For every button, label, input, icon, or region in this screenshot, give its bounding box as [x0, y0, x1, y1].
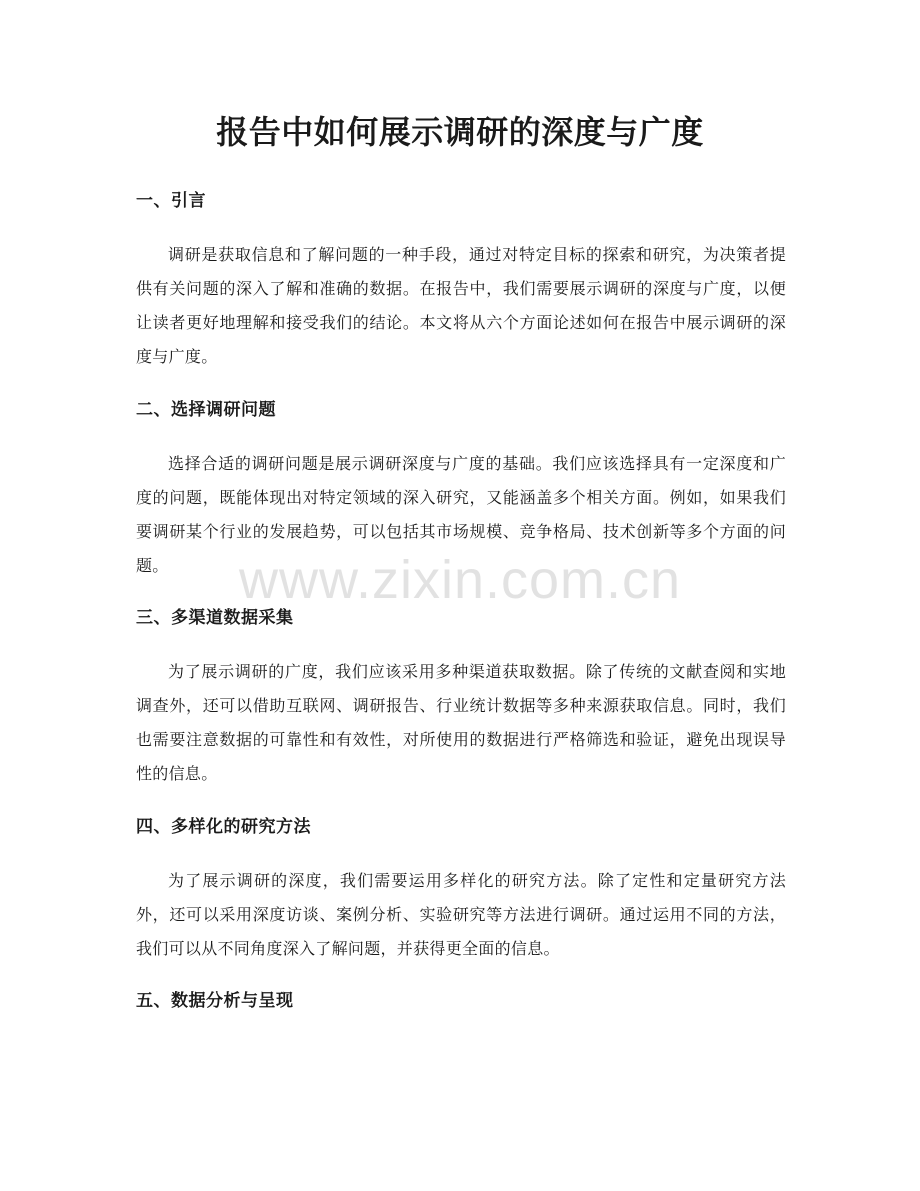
- section-heading: 三、多渠道数据采集: [136, 608, 294, 628]
- section-choose-question: [136, 397, 786, 583]
- section-paragraph: 选择合适的调研问题是展示调研深度与广度的基础。我们应该选择具有一定深度和广度的问题，既能体现出对特定领域的深入研究，又能涵盖多个相关方面。例如，如果我们要调研某个行业的发展趋势，可以包括其市场规模、竞争格局、技术创新等多个方面的问题。: [136, 454, 786, 575]
- section-heading: 一、引言: [136, 191, 206, 211]
- document-title: 报告中如何展示调研的深度与广度: [216, 113, 704, 151]
- watermark: www.zixin.com.cn: [238, 550, 682, 610]
- section-heading: 四、多样化的研究方法: [136, 817, 311, 837]
- section-paragraph: 为了展示调研的广度，我们应该采用多种渠道获取数据。除了传统的文献查阅和实地调查外，还可以借助互联网、调研报告、行业统计数据等多种来源获取信息。同时，我们也需要注意数据的可靠性和有效性，对所使用的数据进行严格筛选和验证，避免出现误导性的信息。: [136, 662, 786, 783]
- section-paragraph: 为了展示调研的深度，我们需要运用多样化的研究方法。除了定性和定量研究方法外，还可以采用深度访谈、案例分析、实验研究等方法进行调研。通过运用不同的方法，我们可以从不同角度深入了解问题，并获得更全面的信息。: [136, 871, 786, 958]
- section-introduction: [136, 188, 786, 374]
- section-heading: 二、选择调研问题: [136, 400, 276, 420]
- section-paragraph: 调研是获取信息和了解问题的一种手段，通过对特定目标的探索和研究，为决策者提供有关问题的深入了解和准确的数据。在报告中，我们需要展示调研的深度与广度，以便让读者更好地理解和接受我们的结论。本文将从六个方面论述如何在报告中展示调研的深度与广度。: [136, 245, 786, 366]
- section-data-collection: [136, 605, 786, 791]
- section-heading: 五、数据分析与呈现: [136, 991, 294, 1011]
- section-research-methods: [136, 814, 786, 966]
- section-data-analysis: [136, 988, 786, 1014]
